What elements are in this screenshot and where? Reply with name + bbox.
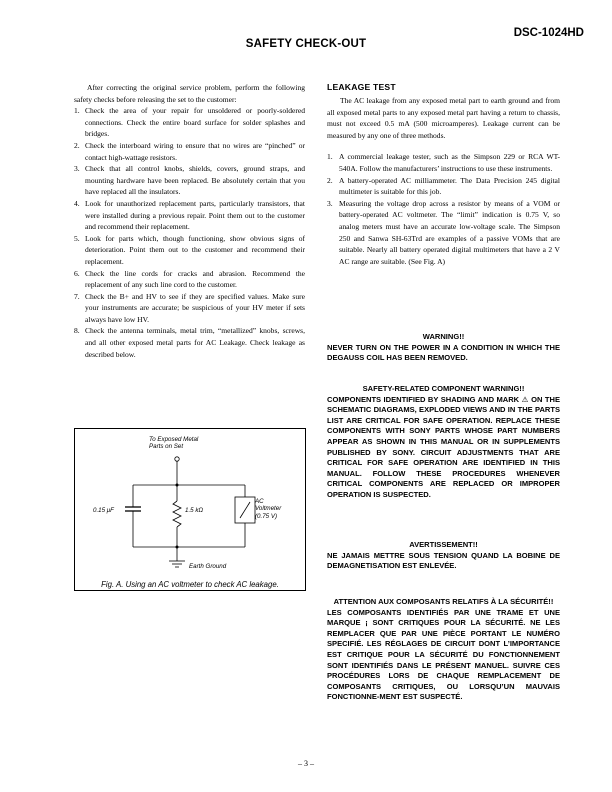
warning-heading: WARNING!! (422, 332, 465, 341)
warning-body: LES COMPOSANTS IDENTIFIÉS PAR UNE TRAME ET UNE MARQUE ¡ SONT CRITIQUES POUR LA SÉCURITÉ. NE LES REMPLACER QUE PAR UNE PIÈCE PORTANT LE NUMÉRO SPECIFIÉ. LES RÉGLAGES DE CIRCUIT DONT L’IMPORTANCE EST CRITIQUE POUR LA SÉCURITÉ DU FONCTIONNEMENT SONT IDENTIFIÉS DANS LE PRÉSENT MANUEL. SUIVRE CES PROCÉDURES LORS DE CHAQUE REMPLACEMENT DE COMPOSANTS CRITIQUES, OU LORSQU’UN MAUVAIS FONCTIONNE-MENT EST SUSPECTÉ. (327, 607, 560, 702)
leakage-test-section (327, 82, 560, 267)
list-item: 4. Look for unauthorized replacement parts, particularly transistors, that were installed during a previous repair. Point them out to the customer and recommend their replacement. (74, 198, 305, 232)
safety-checks-section (74, 82, 305, 360)
warning-heading: SAFETY-RELATED COMPONENT WARNING!! (362, 384, 525, 393)
warning-body: COMPONENTS IDENTIFIED BY SHADING AND MARK ⚠ ON THE SCHEMATIC DIAGRAMS, EXPLODED VIEWS AND IN THE PARTS LIST ARE CRITICAL FOR SAFE OPERATION. REPLACE THESE COMPONENTS WITH SONY PARTS WHOSE PART NUMBERS APPEAR AS SHOWN IN THIS MANUAL OR IN SUPPLEMENTS PUBLISHED BY SONY. CIRCUIT ADJUSTMENTS THAT ARE CRITICAL FOR SAFE OPERATION ARE IDENTIFIED IN THIS MANUAL. FOLLOW THESE PROCEDURES WHENEVER CRITICAL COMPONENTS ARE REPLACED OR IMPROPER OPERATION IS SUSPECTED. (327, 394, 560, 499)
methods-list (327, 151, 560, 267)
list-item: 2. A battery-operated AC milliammeter. The Data Precision 245 digital multimeter is suitable for this job. (327, 175, 560, 197)
leakage-test-heading: LEAKAGE TEST (327, 82, 396, 92)
warning-body: NEVER TURN ON THE POWER IN A CONDITION IN WHICH THE DEGAUSS COIL HAS BEEN REMOVED. (327, 342, 560, 363)
model-number: DSC-1024HD (513, 27, 584, 39)
list-item: 7. Check the B+ and HV to see if they are specified values. Make sure your instruments are accurate; be suspicious of your HV meter if sets always have low HV. (74, 291, 305, 324)
list-item: 8. Check the antenna terminals, metal trim, “metallized” knobs, screws, and all other exposed metal parts for AC Leakage. Check leakage as described below. (74, 326, 305, 359)
warning-heading: AVERTISSEMENT!! (409, 540, 478, 549)
label-to-exposed-metal: To Exposed Metal Parts on Set (149, 436, 199, 451)
page-title: SAFETY CHECK-OUT (245, 38, 367, 50)
checks-intro: After correcting the original service problem, perform the following safety checks before releasing the set to the customer: (74, 83, 305, 104)
list-item: 3. Check that all control knobs, shields, covers, ground straps, and mounting hardware have been replaced. Be absolutely certain that you have replaced all the insulators. (74, 164, 305, 197)
list-item: 6. Check the line cords for cracks and abrasion. Recommend the replacement of any such line cord to the customer. (74, 268, 305, 290)
figure-caption: Fig. A. Using an AC voltmeter to check AC leakage. (101, 580, 279, 589)
list-item: 2. Check the interboard wiring to ensure that no wires are “pinched” or contact high-wattage resistors. (74, 140, 305, 162)
terminal-top (175, 457, 179, 461)
list-item: 5. Look for parts which, though functioning, show obvious signs of deterioration. Point them out to the customer and recommend their replacement. (74, 233, 305, 266)
checks-list (74, 105, 305, 360)
warning-safety-components (327, 384, 560, 501)
warning-heading: ATTENTION AUX COMPOSANTS RELATIFS À LA SÉCURITÉ!! (333, 597, 554, 606)
list-item: 1. Check the area of your repair for unsoldered or poorly-soldered connections. Check the entire board surface for solder splashes and bridges. (74, 106, 305, 139)
capacitor-label: 0.15 μF (93, 507, 114, 514)
page-number: – 3 – (298, 759, 314, 768)
resistor-label: 1.5 kΩ (185, 507, 204, 514)
leakage-test-body: The AC leakage from any exposed metal part to earth ground and from all exposed metal parts to any exposed metal part having a return to chassis, must not exceed 0.5 mA (500 microamperes). Leakage current can be measured by any one of three methods. (327, 96, 560, 140)
warning-body: NE JAMAIS METTRE SOUS TENSION QUAND LA BOBINE DE DEMAGNETISATION EST ENLEVÉE. (327, 550, 560, 571)
ground-label: Earth Ground (189, 563, 227, 570)
figure-ac-leakage (74, 428, 306, 591)
warning-degauss-french (327, 540, 560, 572)
list-item: 1. A commercial leakage tester, such as the Simpson 229 or RCA WT-540A. Follow the manufacturers’ instructions to use these instruments. (327, 152, 560, 173)
warning-degauss (327, 332, 560, 364)
list-item: 3. Measuring the voltage drop across a resistor by means of a VOM or battery-operated AC voltmeter. The “limit” indication is 0.75 V, so analog meters must have an accurate low-voltage scale. The Simpson 250 and Sanwa SH-63Trd are examples of a passive VOMs that are suitable. Nearly all battery operated digital multimeters that have a 2 V AC range are suitable. (See Fig. A) (327, 198, 560, 266)
voltmeter-label: AC Voltmeter (0.75 V) (255, 498, 282, 520)
warning-safety-components-french (327, 597, 560, 703)
